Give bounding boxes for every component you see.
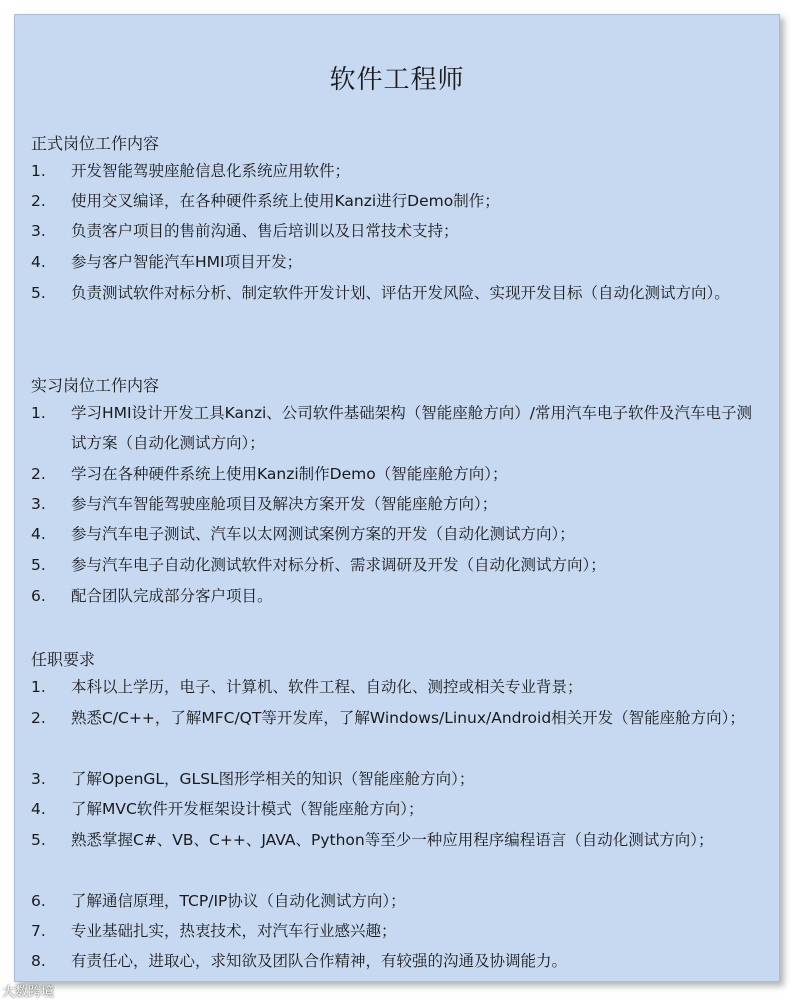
list-item <box>31 672 765 702</box>
list-item <box>31 398 765 458</box>
list-item <box>31 216 765 246</box>
list-item <box>31 581 765 611</box>
list-item-number: 8. <box>31 952 46 970</box>
list-item-text: 开发智能驾驶座舱信息化系统应用软件； <box>71 162 351 180</box>
list-item <box>31 886 765 916</box>
list-item-number: 2. <box>31 709 46 727</box>
list-item-text: 负责客户项目的售前沟通、售后培训以及日常技术支持； <box>71 222 459 240</box>
list-item <box>31 703 765 733</box>
section-heading-requirements: 任职要求 <box>31 650 96 669</box>
watermark: 大数跨境 <box>2 985 55 1000</box>
list-item <box>31 278 765 308</box>
list-item-number: 4. <box>31 253 46 271</box>
list-item-number: 3. <box>31 495 46 513</box>
list-item-text: 学习在各种硬件系统上使用Kanzi制作Demo（智能座舱方向）； <box>71 465 508 483</box>
page-title: 软件工程师 <box>329 65 465 95</box>
list-item <box>31 825 765 855</box>
list-item-text: 了解OpenGL，GLSL图形学相关的知识（智能座舱方向）； <box>71 770 475 788</box>
list-item-text: 熟悉掌握C#、VB、C++、JAVA、Python等至少一种应用程序编程语言（自动化测试方向）； <box>71 831 714 849</box>
list-item-text: 参与客户智能汽车HMI项目开发； <box>71 253 303 271</box>
list-item <box>31 916 765 946</box>
list-item-number: 2. <box>31 192 46 210</box>
list-item-number: 6. <box>31 587 46 605</box>
list-item-text: 使用交叉编译，在各种硬件系统上使用Kanzi进行Demo制作； <box>71 192 500 210</box>
list-item-text: 专业基础扎实，热衷技术，对汽车行业感兴趣； <box>71 922 397 940</box>
list-item <box>31 519 765 549</box>
list-item-text: 参与汽车智能驾驶座舱项目及解决方案开发（智能座舱方向）； <box>71 495 498 513</box>
list-item-number: 4. <box>31 525 46 543</box>
list-item-text: 负责测试软件对标分析、制定软件开发计划、评估开发风险、实现开发目标（自动化测试方向）。 <box>71 284 730 302</box>
list-item-text: 参与汽车电子测试、汽车以太网测试案例方案的开发（自动化测试方向）； <box>71 525 575 543</box>
list-item-number: 5. <box>31 284 46 302</box>
list-item-text: 熟悉C/C++，了解MFC/QT等开发库，了解Windows/Linux/Android相关开发（智能座舱方向）； <box>71 709 745 727</box>
list-item <box>31 794 765 824</box>
list-item-number: 7. <box>31 922 46 940</box>
list-item-number: 5. <box>31 831 46 849</box>
section-heading-intern: 实习岗位工作内容 <box>31 376 160 395</box>
list-item <box>31 946 765 976</box>
list-item <box>31 186 765 216</box>
list-item-text: 有责任心，进取心，求知欲及团队合作精神，有较强的沟通及协调能力。 <box>71 952 568 970</box>
list-item-text: 本科以上学历，电子、计算机、软件工程、自动化、测控或相关专业背景； <box>71 678 583 696</box>
list-item-number: 1. <box>31 678 46 696</box>
list-item-text: 配合团队完成部分客户项目。 <box>71 587 273 605</box>
list-item <box>31 156 765 186</box>
list-item <box>31 764 765 794</box>
list-item-number: 4. <box>31 800 46 818</box>
list-item-number: 1. <box>31 404 46 422</box>
list-item-number: 3. <box>31 770 46 788</box>
job-description-card <box>14 14 780 982</box>
list-item-number: 1. <box>31 162 46 180</box>
list-item <box>31 550 765 580</box>
list-item-text: 参与汽车电子自动化测试软件对标分析、需求调研及开发（自动化测试方向）； <box>71 556 606 574</box>
section-heading-formal: 正式岗位工作内容 <box>31 134 160 153</box>
list-item-text: 了解通信原理，TCP/IP协议（自动化测试方向）； <box>71 892 406 910</box>
list-item-number: 6. <box>31 892 46 910</box>
list-item <box>31 459 765 489</box>
list-item-text: 学习HMI设计开发工具Kanzi、公司软件基础架构（智能座舱方向）/常用汽车电子软件及汽车电子测试方案（自动化测试方向）； <box>71 404 752 452</box>
list-item-number: 3. <box>31 222 46 240</box>
list-item <box>31 489 765 519</box>
list-item-text: 了解MVC软件开发框架设计模式（智能座舱方向）； <box>71 800 424 818</box>
list-item <box>31 247 765 277</box>
list-item-number: 2. <box>31 465 46 483</box>
list-item-number: 5. <box>31 556 46 574</box>
